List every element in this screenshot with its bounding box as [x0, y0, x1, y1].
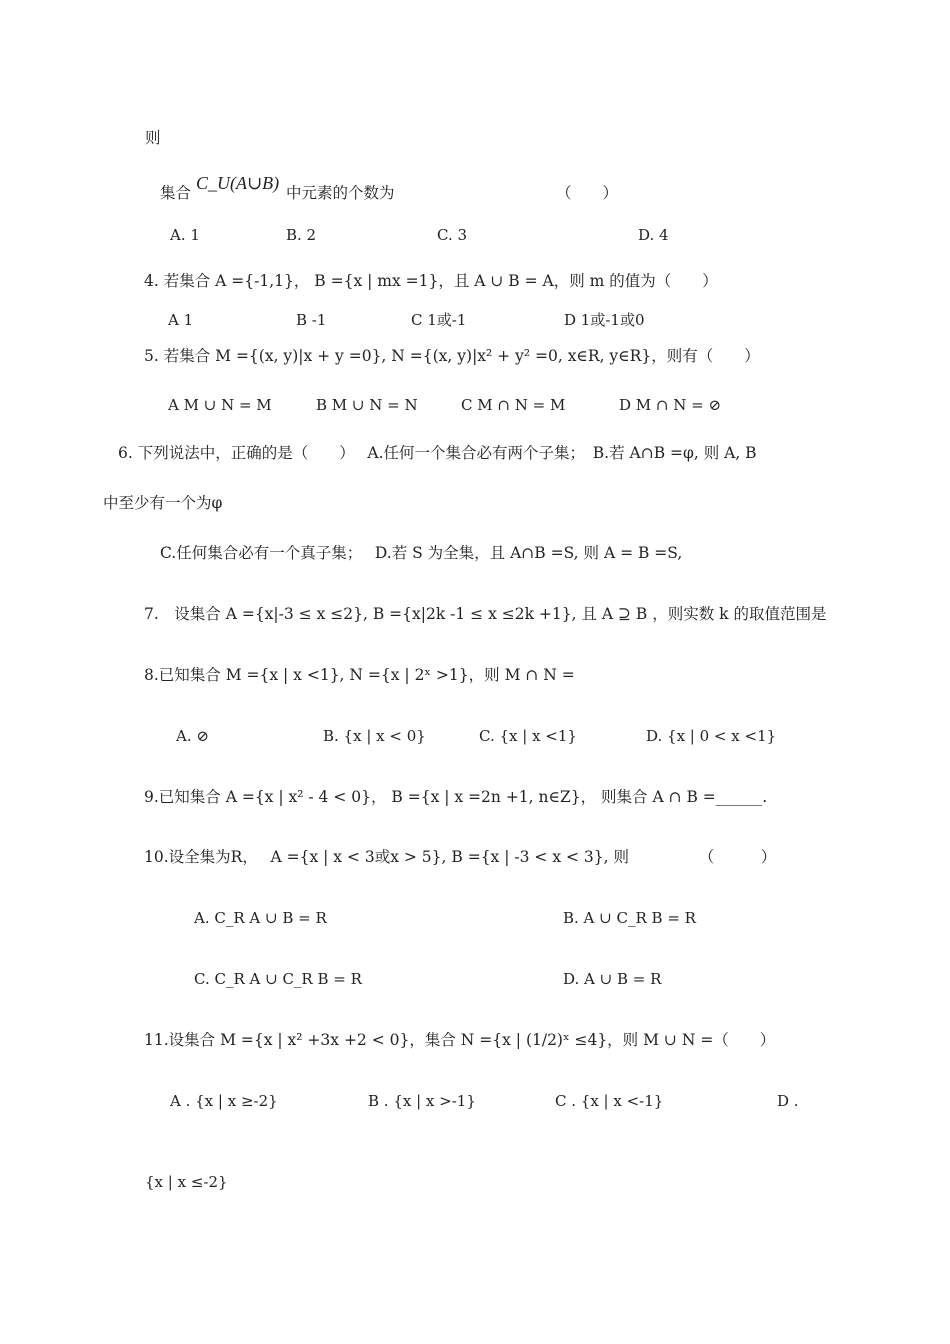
q10-option-c: C. C_R A ∪ C_R B = R — [194, 970, 362, 988]
q10-option-d: D. A ∪ B = R — [563, 970, 662, 988]
q5-stem: 5. 若集合 M ={(x, y)|x + y =0}, N ={(x, y)|x² + y² =0, x∈R, y∈R}，则有（ ） — [144, 347, 760, 365]
q3-stem-end: 中元素的个数为 — [286, 184, 395, 202]
q10-option-a: A. C_R A ∪ B = R — [194, 909, 327, 927]
q4-option-d: D 1或-1或0 — [564, 311, 645, 329]
q11-option-a: A . {x | x ≥-2} — [170, 1092, 278, 1110]
q11-option-c: C . {x | x <-1} — [555, 1092, 664, 1110]
q6-stem: 6. 下列说法中，正确的是（ ） A.任何一个集合必有两个子集； B.若 A∩B =φ, 则 A, B — [118, 444, 757, 462]
q10-option-b: B. A ∪ C_R B = R — [563, 909, 696, 927]
q3-answer-blank: （ ） — [556, 184, 619, 202]
q8-option-c: C. {x | x <1} — [479, 727, 577, 745]
q11-option-d: D . — [777, 1092, 799, 1110]
q11-stem: 11.设集合 M ={x | x² +3x +2 < 0}，集合 N ={x | (1/2)ˣ ≤4}，则 M ∪ N =（ ） — [144, 1031, 776, 1049]
q4-stem: 4. 若集合 A ={-1,1}， B ={x | mx =1}，且 A ∪ B = A，则 m 的值为（ ） — [144, 272, 718, 290]
q4-option-b: B -1 — [296, 311, 327, 329]
q8-option-b: B. {x | x < 0} — [323, 727, 426, 745]
q8-stem: 8.已知集合 M ={x | x <1}, N ={x | 2ˣ >1}，则 M ∩ N = — [144, 666, 575, 684]
line-ze: 则 — [145, 129, 161, 147]
q4-option-a: A 1 — [168, 311, 194, 329]
q3-option-d: D. 4 — [638, 226, 669, 244]
q8-option-d: D. {x | 0 < x <1} — [646, 727, 777, 745]
q5-option-d: D M ∩ N = ⊘ — [619, 396, 722, 414]
q11-option-d-value: {x | x ≤-2} — [145, 1173, 228, 1191]
q3-option-c: C. 3 — [437, 226, 468, 244]
q9-stem: 9.已知集合 A ={x | x² - 4 < 0}， B ={x | x =2n +1, n∈Z}， 则集合 A ∩ B =______. — [144, 788, 768, 806]
q5-option-b: B M ∪ N = N — [316, 396, 418, 414]
q5-option-a: A M ∪ N = M — [168, 396, 272, 414]
q3-option-a: A. 1 — [170, 226, 200, 244]
q6-options-cd: C.任何集合必有一个真子集； D.若 S 为全集，且 A∩B =S, 则 A = B =S, — [160, 544, 683, 562]
q8-option-a: A. ⊘ — [176, 727, 209, 745]
q7-stem: 7. 设集合 A ={x|-3 ≤ x ≤2}, B ={x|2k -1 ≤ x ≤2k +1}, 且 A ⊇ B ，则实数 k 的取值范围是 — [144, 605, 827, 623]
q10-stem: 10.设全集为R， A ={x | x < 3或x > 5}, B ={x | -3 < x < 3}, 则 （ ） — [144, 848, 777, 866]
q3-option-b: B. 2 — [286, 226, 317, 244]
q11-option-b: B . {x | x >-1} — [368, 1092, 476, 1110]
q3-stem-start: 集合 — [160, 184, 192, 202]
q6-stem-cont: 中至少有一个为φ — [103, 494, 223, 512]
q3-complement-expr: C_U(A∪B) — [196, 173, 280, 193]
q5-option-c: C M ∩ N = M — [461, 396, 566, 414]
q4-option-c: C 1或-1 — [411, 311, 467, 329]
